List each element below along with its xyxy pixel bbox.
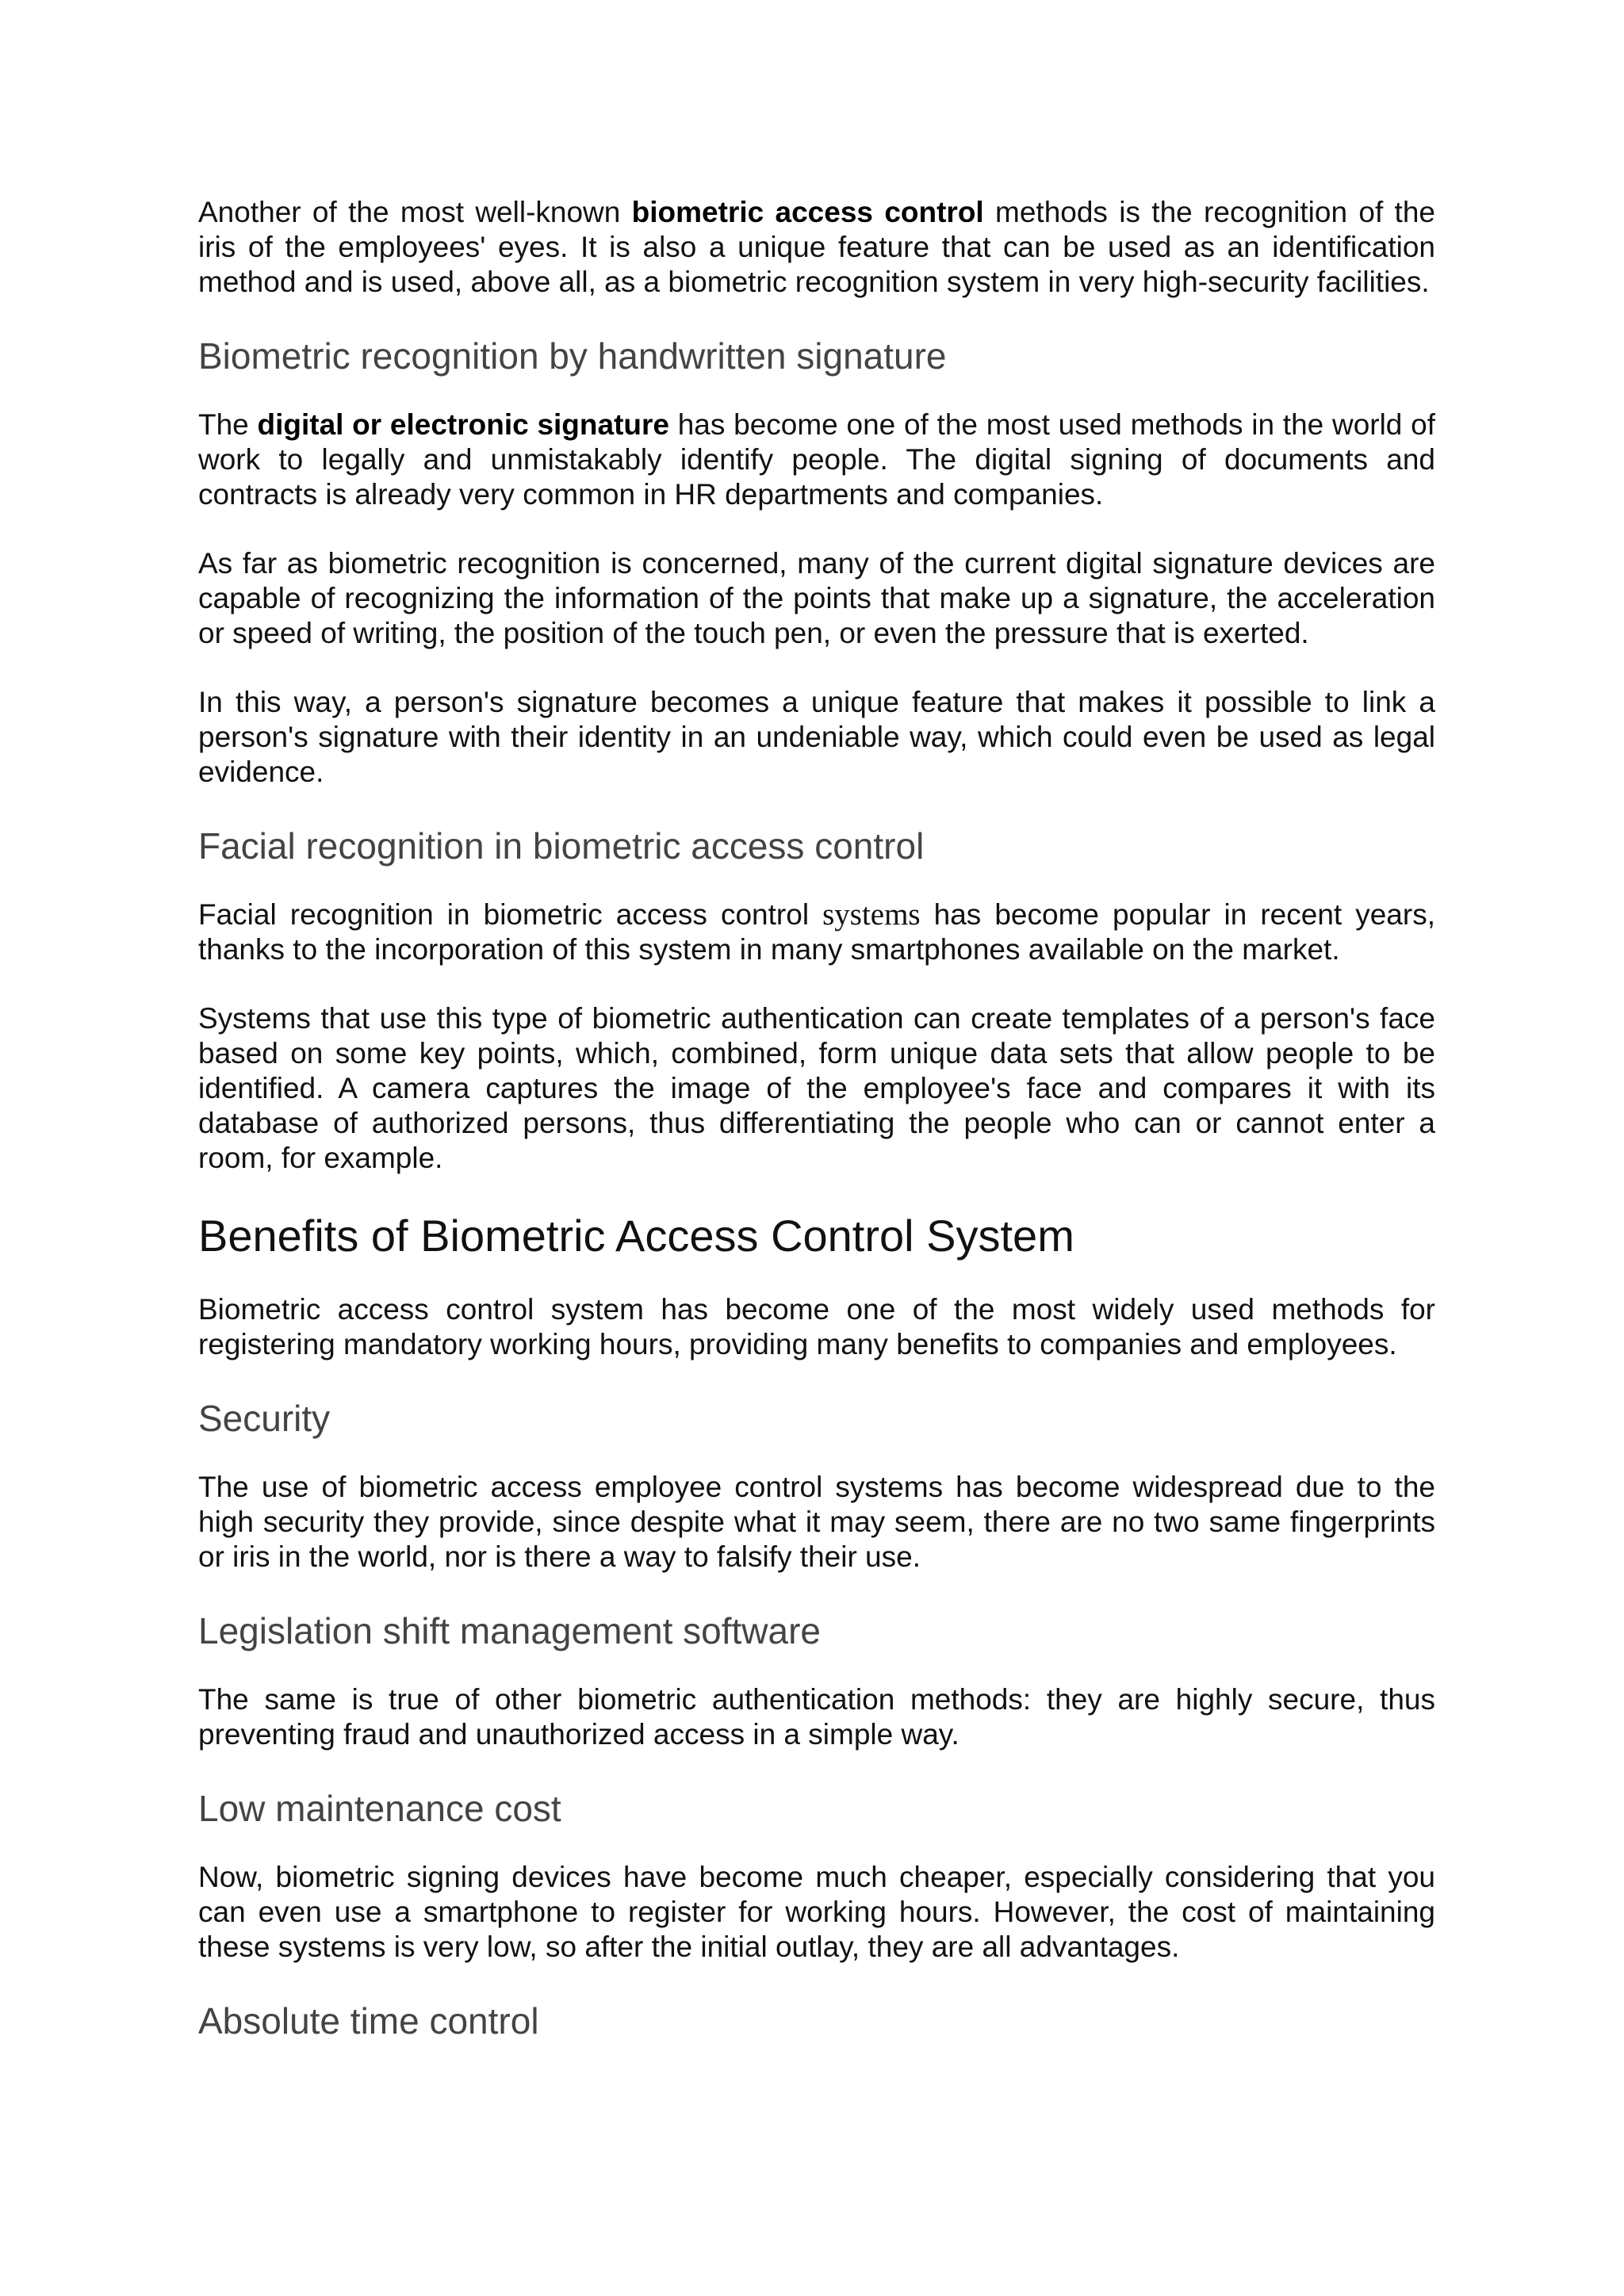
paragraph-benefits-intro: Biometric access control system has become one of the most widely used methods for registering mandatory working hours, providing many benefits to companies and employees.: [198, 1293, 1435, 1360]
text-run: methods is the recognition of the iris of the employees' eyes. It is also a unique feature that can be used as an identification method and is used, above all, as a biometric recognition system in very high-security facilities.: [198, 196, 1435, 298]
text-run: Another of the most well-known: [198, 196, 632, 228]
heading-handwritten-signature: Biometric recognition by handwritten signature: [198, 335, 947, 377]
text-run: has become one of the most used methods in the world of work to legally and unmistakably identify people. The digital signing of documents and contracts is already very common in HR departments and companies.: [198, 408, 1435, 511]
paragraph-security: The use of biometric access employee control systems has become widespread due to the high security they provide, since despite what it may seem, there are no two same fingerprints or iris in the world, nor is there a way to falsify their use.: [198, 1471, 1435, 1573]
heading-legislation: Legislation shift management software: [198, 1610, 821, 1651]
text-run: has become popular in recent years, thanks to the incorporation of this system in many smartphones available on the market.: [198, 898, 1435, 966]
bold-term: biometric access control: [631, 196, 984, 228]
heading-benefits: Benefits of Biometric Access Control System: [198, 1211, 1074, 1261]
paragraph-legislation: The same is true of other biometric authentication methods: they are highly secure, thus preventing fraud and unauthorized access in a simple way.: [198, 1683, 1435, 1751]
paragraph-facial-intro: [198, 897, 1435, 967]
paragraph-signature-intro: [198, 408, 1435, 512]
heading-facial-recognition: Facial recognition in biometric access control: [198, 825, 925, 867]
paragraph-signature-unique: In this way, a person's signature becomes a unique feature that makes it possible to link a person's signature with their identity in an undeniable way, which could even be used as legal evidence.: [198, 686, 1435, 788]
text-run: The: [198, 408, 258, 441]
paragraph-facial-templates: Systems that use this type of biometric authentication can create templates of a person's face based on some key points, which, combined, form unique data sets that allow people to be identified. A camera captures the image of the employee's face and compares it with its database of authorized persons, thus differentiating the people who can or cannot enter a room, for example.: [198, 1002, 1435, 1174]
bold-term: digital or electronic signature: [257, 408, 669, 441]
serif-word: systems: [822, 897, 921, 932]
heading-time-control: Absolute time control: [198, 2000, 539, 2042]
paragraph-signature-devices: As far as biometric recognition is concerned, many of the current digital signature devices are capable of recognizing the information of the points that make up a signature, the acceleration or speed of writing, the position of the touch pen, or even the pressure that is exerted.: [198, 547, 1435, 649]
text-run: Facial recognition in biometric access control: [198, 898, 823, 931]
heading-low-maintenance: Low maintenance cost: [198, 1788, 561, 1829]
paragraph-iris-recognition: [198, 195, 1435, 300]
paragraph-maintenance: Now, biometric signing devices have become much cheaper, especially considering that you can even use a smartphone to register for working hours. However, the cost of maintaining these systems is very low, so after the initial outlay, they are all advantages.: [198, 1861, 1435, 1963]
heading-security: Security: [198, 1398, 331, 1439]
